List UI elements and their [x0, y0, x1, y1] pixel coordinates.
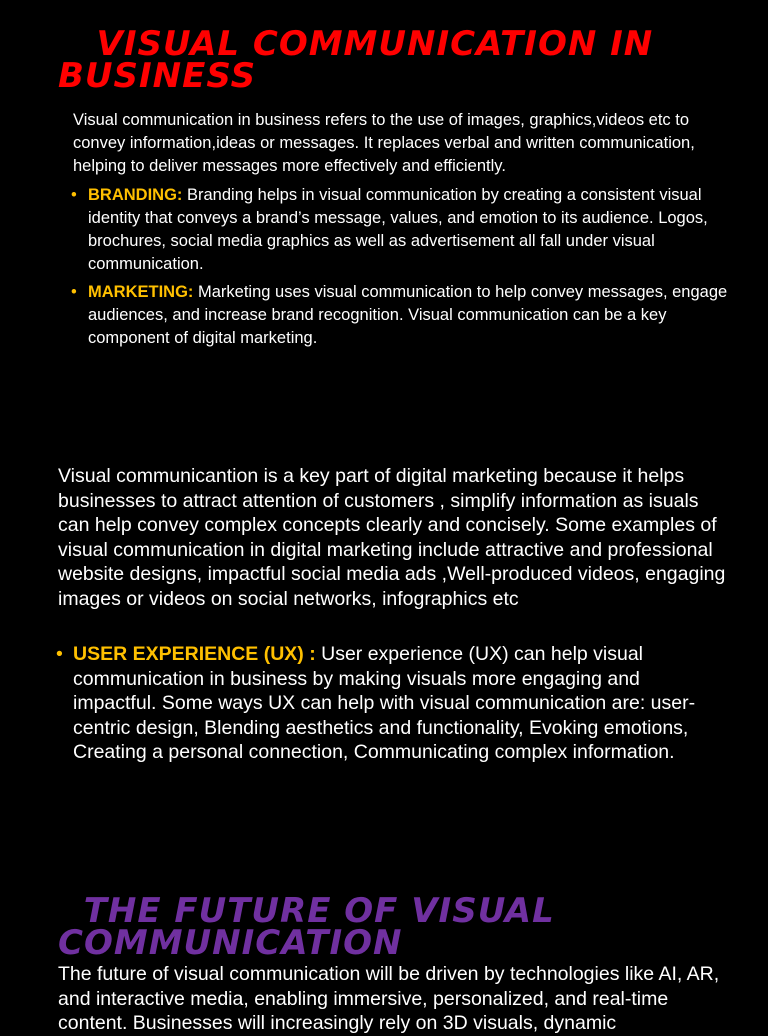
bullet-item-marketing: [71, 281, 728, 350]
bullet-label: USER EXPERIENCE (UX) :: [73, 643, 316, 665]
bullet-item-branding: [71, 184, 728, 276]
bullet-icon: •: [56, 643, 63, 665]
future-paragraph: The future of visual communication will be driven by technologies like AI, AR, and interactive media, enabling immersive, personalized, and real-time content. Businesses will increasingly rely on 3D visuals, dynamic: [58, 963, 720, 1034]
page-title: VISUAL COMMUNICATION IN BUSINESS: [58, 24, 667, 96]
bullet-icon: •: [71, 186, 77, 204]
bullet-text: User experience (UX) can help visual communication in business by making visuals more engaging and impactful. Some ways UX can help with visual communication are: user-centric design, Blending aesthetics and functionality, Evoking emotions, Creating a personal connection, Communicating complex information.: [73, 643, 696, 763]
marketing-paragraph: Visual communicantion is a key part of digital marketing because it helps businesses to attract attention of customers , simplify information as isuals can help convey complex concepts clearly and concisely. Some examples of visual communication in digital marketing include attractive and professional website designs, impactful social media ads ,Well-produced videos, engaging images or videos on social networks, infographics etc: [58, 465, 726, 610]
section-title-future: THE FUTURE OF VISUAL COMMUNICATION: [58, 891, 568, 963]
bullet-label: BRANDING:: [88, 186, 183, 204]
bullet-label: MARKETING:: [88, 283, 194, 301]
bullet-text: Branding helps in visual communication by creating a consistent visual identity that conveys a brand’s message, values, and emotion to its audience. Logos, brochures, social media graphics as well as advertisement all fall under visual communication.: [88, 186, 708, 273]
bullet-text: Marketing uses visual communication to help convey messages, engage audiences, and increase brand recognition. Visual communication can be a key component of digital marketing.: [88, 283, 728, 347]
bullet-item-user-experience: [56, 642, 723, 765]
bullet-icon: •: [71, 283, 77, 301]
intro-paragraph: Visual communication in business refers to the use of images, graphics,videos etc to convey information,ideas or messages. It replaces verbal and written communication, helping to deliver messages more effectively and efficiently.: [73, 111, 695, 175]
